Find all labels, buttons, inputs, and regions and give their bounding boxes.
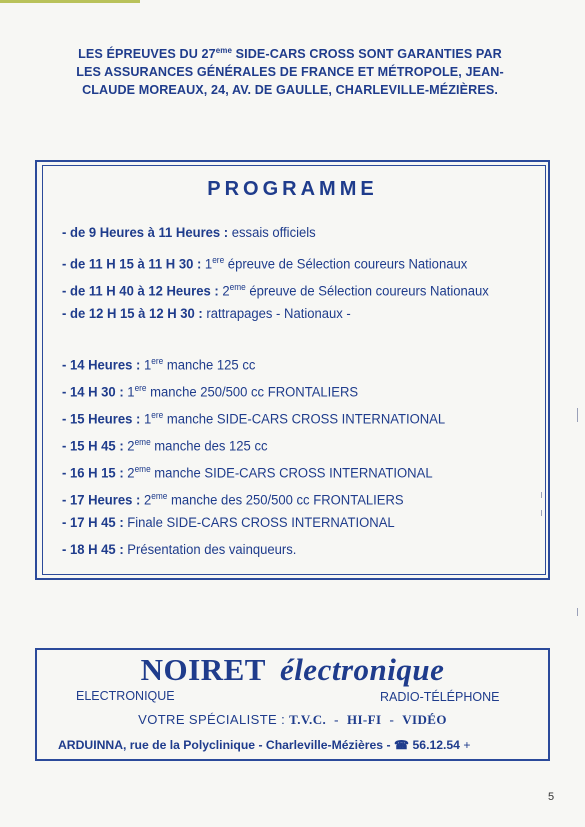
programme-item: - de 11 H 40 à 12 Heures : 2eme épreuve de Sélection coureurs Nationaux	[62, 282, 489, 300]
programme-item: - 17 H 45 : Finale SIDE-CARS CROSS INTERNATIONAL	[62, 515, 395, 531]
top-rule	[0, 0, 140, 3]
advertisement-brand: NOIRET électronique	[140, 652, 445, 687]
margin-mark	[541, 492, 542, 498]
insurance-line-1: LES ÉPREUVES DU 27eme SIDE-CARS CROSS SONT GARANTIES PAR	[78, 46, 502, 62]
plus-mark: +	[463, 738, 471, 752]
programme-gap	[62, 328, 504, 348]
programme-item: - 14 Heures : 1ere manche 125 cc	[62, 356, 256, 374]
programme-item: - de 11 H 15 à 11 H 30 : 1ere épreuve de Sélection coureurs Nationaux	[62, 255, 468, 273]
programme-item: - 15 Heures : 1ere manche SIDE-CARS CROSS INTERNATIONAL	[62, 410, 446, 428]
programme-item: - 14 H 30 : 1ere manche 250/500 cc FRONTALIERS	[62, 383, 359, 401]
phone-icon: ☎	[393, 738, 410, 752]
advertisement-address: ARDUINNA, rue de la Polyclinique - Charleville-Mézières - ☎ 56.12.54 +	[58, 738, 471, 752]
margin-mark	[541, 510, 542, 516]
insurance-notice	[40, 42, 540, 99]
programme-title: PROGRAMME	[207, 178, 378, 200]
margin-mark	[577, 408, 578, 422]
page-number: 5	[548, 791, 555, 803]
advertisement-right-label: RADIO-TÉLÉPHONE	[380, 690, 500, 704]
programme-item: - 17 Heures : 2eme manche des 250/500 cc FRONTALIERS	[62, 491, 404, 509]
programme-item: - 18 H 45 : Présentation des vainqueurs.	[62, 542, 297, 558]
phone-number: 56.12.54	[412, 738, 460, 752]
programme-item: - de 12 H 15 à 12 H 30 : rattrapages - Nationaux -	[62, 306, 351, 322]
advertisement-specialities: VOTRE SPÉCIALISTE : T.V.C. - HI-FI - VIDÉO	[138, 712, 447, 727]
programme-item: - 15 H 45 : 2eme manche des 125 cc	[62, 437, 268, 455]
advertisement-left-label: ELECTRONIQUE	[76, 689, 175, 703]
margin-mark	[577, 608, 578, 616]
insurance-line-2: LES ASSURANCES GÉNÉRALES DE FRANCE ET MÉTROPOLE, JEAN-	[76, 65, 504, 80]
programme-item: - 16 H 15 : 2eme manche SIDE-CARS CROSS INTERNATIONAL	[62, 464, 433, 482]
insurance-line-3: CLAUDE MOREAUX, 24, AV. DE GAULLE, CHARLEVILLE-MÉZIÈRES.	[82, 83, 498, 98]
programme-item: - de 9 Heures à 11 Heures : essais officiels	[62, 225, 316, 241]
programme-list	[62, 220, 542, 564]
